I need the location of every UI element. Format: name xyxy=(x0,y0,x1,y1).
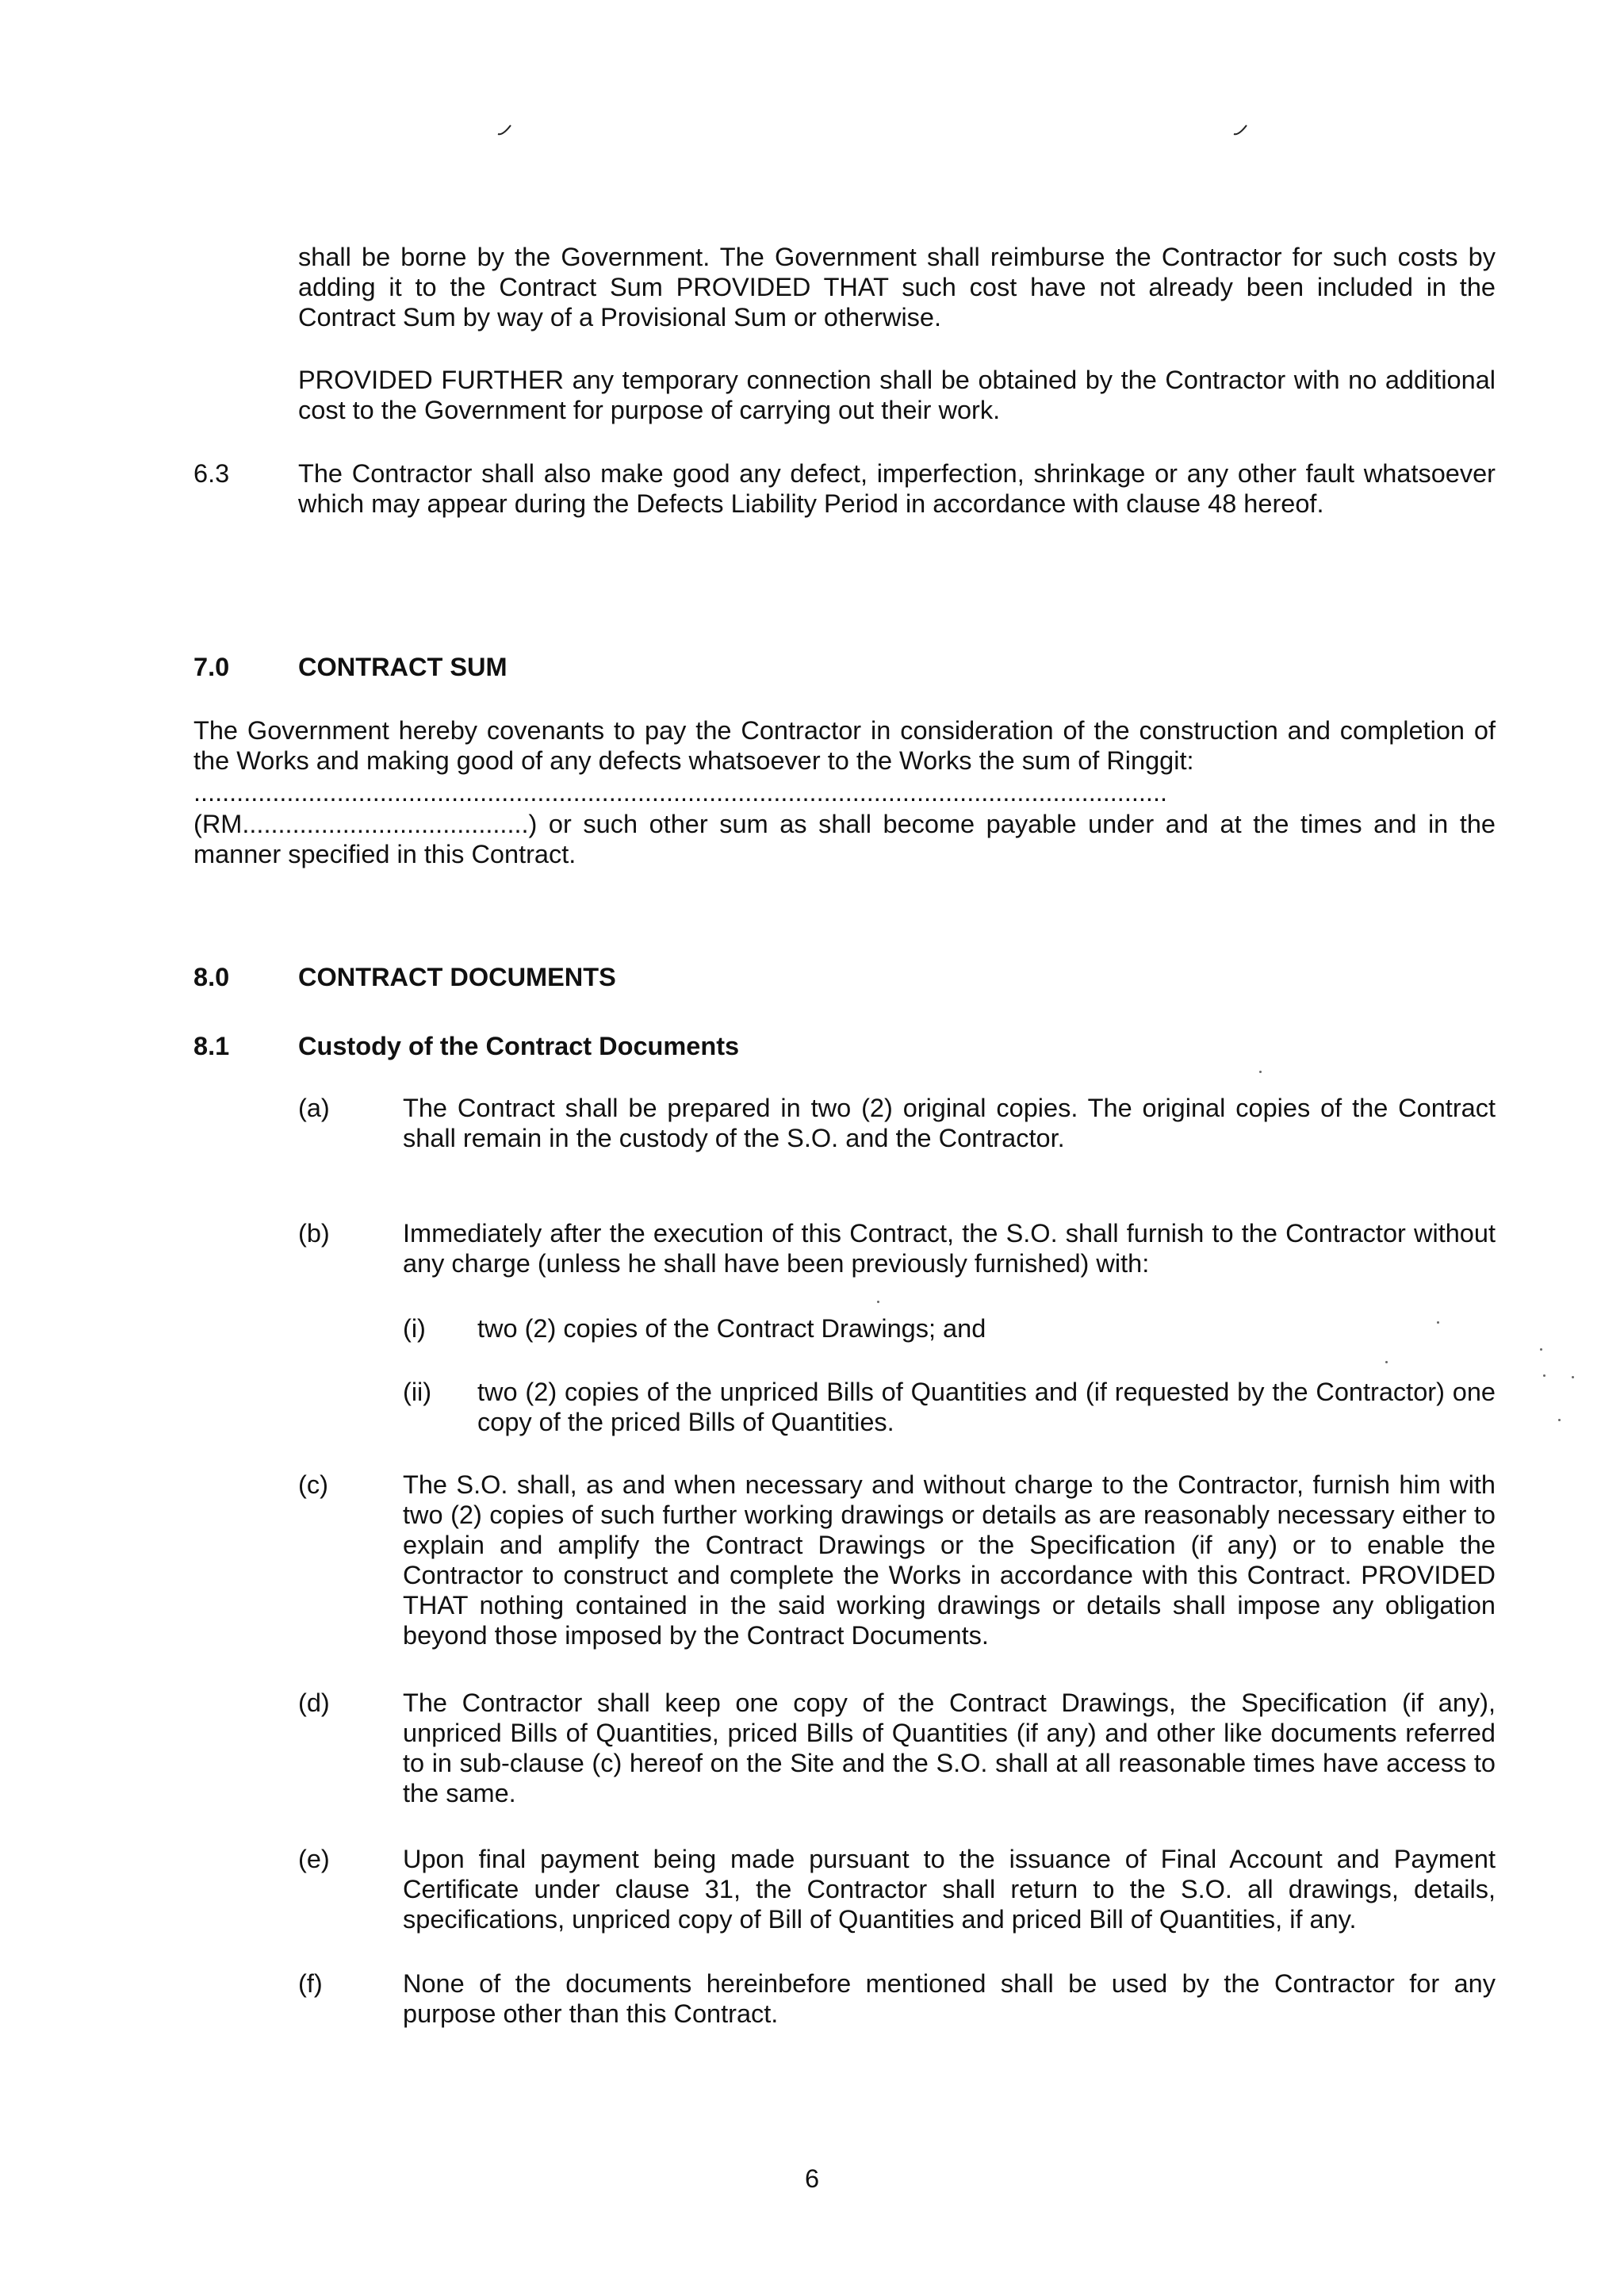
scan-speck xyxy=(1540,1348,1542,1351)
scan-speck xyxy=(1437,1321,1439,1324)
section-paragraph: The Government hereby covenants to pay the Contractor in consideration of the construction and completion of the Works and making good of any defects whatsoever to the Works the sum of Ringgit: xyxy=(193,716,1496,775)
section-number: 8.0 xyxy=(193,963,230,991)
sub-item-label: (i) xyxy=(403,1314,426,1343)
item-text: The Contractor shall keep one copy of the Contract Drawings, the Specification (if any), unpriced Bills of Quantities, priced Bills of Quantities (if any) and other like documents referred to in sub-clause (c) hereof on the Site and the S.O. shall at all reasonable times have access to the same. xyxy=(403,1688,1496,1807)
item-label: (a) xyxy=(298,1094,330,1122)
section-title: CONTRACT DOCUMENTS xyxy=(298,963,616,991)
check-mark-icon xyxy=(496,124,512,136)
sub-item-label: (ii) xyxy=(403,1378,432,1406)
blank-amount-line: ........................................................................................................................................ xyxy=(193,778,1168,807)
section-title: CONTRACT SUM xyxy=(298,653,508,681)
item-text: The S.O. shall, as and when necessary and without charge to the Contractor, furnish him with two (2) copies of such further working drawings or details as are reasonably necessary either to explain and amplify the Contract Drawings or the Specification (if any) or to enable the Contractor to construct and complete the Works in accordance with this Contract. PROVIDED THAT nothing contained in the said working drawings or details shall impose any obligation beyond those imposed by the Contract Documents. xyxy=(403,1470,1496,1650)
check-mark-icon xyxy=(1232,124,1248,136)
clause-number: 6.3 xyxy=(193,459,230,488)
item-text: The Contract shall be prepared in two (2) original copies. The original copies of the Contract shall remain in the custody of the S.O. and the Contractor. xyxy=(403,1094,1496,1152)
item-text: None of the documents hereinbefore mentioned shall be used by the Contractor for any purpose other than this Contract. xyxy=(403,1969,1496,2028)
item-label: (c) xyxy=(298,1470,328,1499)
rm-amount-paragraph: (RM........................................) or such other sum as shall become payable under and at the times and in the manner specified in this Contract. xyxy=(193,810,1496,868)
scan-speck xyxy=(1385,1361,1388,1363)
scan-speck xyxy=(1558,1419,1561,1421)
scan-speck xyxy=(877,1301,879,1303)
scan-speck xyxy=(1259,1071,1262,1073)
sub-item-text: two (2) copies of the unpriced Bills of Quantities and (if requested by the Contractor) one copy of the priced Bills of Quantities. xyxy=(477,1378,1496,1436)
scan-speck xyxy=(1543,1374,1545,1377)
item-label: (d) xyxy=(298,1688,330,1717)
scan-speck xyxy=(1572,1376,1574,1378)
item-label: (b) xyxy=(298,1219,330,1248)
page-number: 6 xyxy=(804,2164,820,2193)
subsection-number: 8.1 xyxy=(193,1032,230,1060)
subsection-title: Custody of the Contract Documents xyxy=(298,1032,740,1060)
clause-continuation-paragraph: shall be borne by the Government. The Government shall reimburse the Contractor for such costs by adding it to the Contract Sum PROVIDED THAT such cost have not already been included in the Contract Sum by way of a Provisional Sum or otherwise. xyxy=(298,243,1496,332)
item-text: Immediately after the execution of this Contract, the S.O. shall furnish to the Contractor without any charge (unless he shall have been previously furnished) with: xyxy=(403,1219,1496,1278)
proviso-paragraph: PROVIDED FURTHER any temporary connection shall be obtained by the Contractor with no additional cost to the Government for purpose of carrying out their work. xyxy=(298,366,1496,424)
section-number: 7.0 xyxy=(193,653,230,681)
clause-text: The Contractor shall also make good any defect, imperfection, shrinkage or any other fault whatsoever which may appear during the Defects Liability Period in accordance with clause 48 hereof. xyxy=(298,459,1496,518)
item-label: (e) xyxy=(298,1845,330,1873)
item-label: (f) xyxy=(298,1969,323,1998)
sub-item-text: two (2) copies of the Contract Drawings; and xyxy=(477,1314,986,1343)
item-text: Upon final payment being made pursuant to the issuance of Final Account and Payment Certificate under clause 31, the Contractor shall return to the S.O. all drawings, details, specifications, unpriced copy of Bill of Quantities and priced Bill of Quantities, if any. xyxy=(403,1845,1496,1934)
